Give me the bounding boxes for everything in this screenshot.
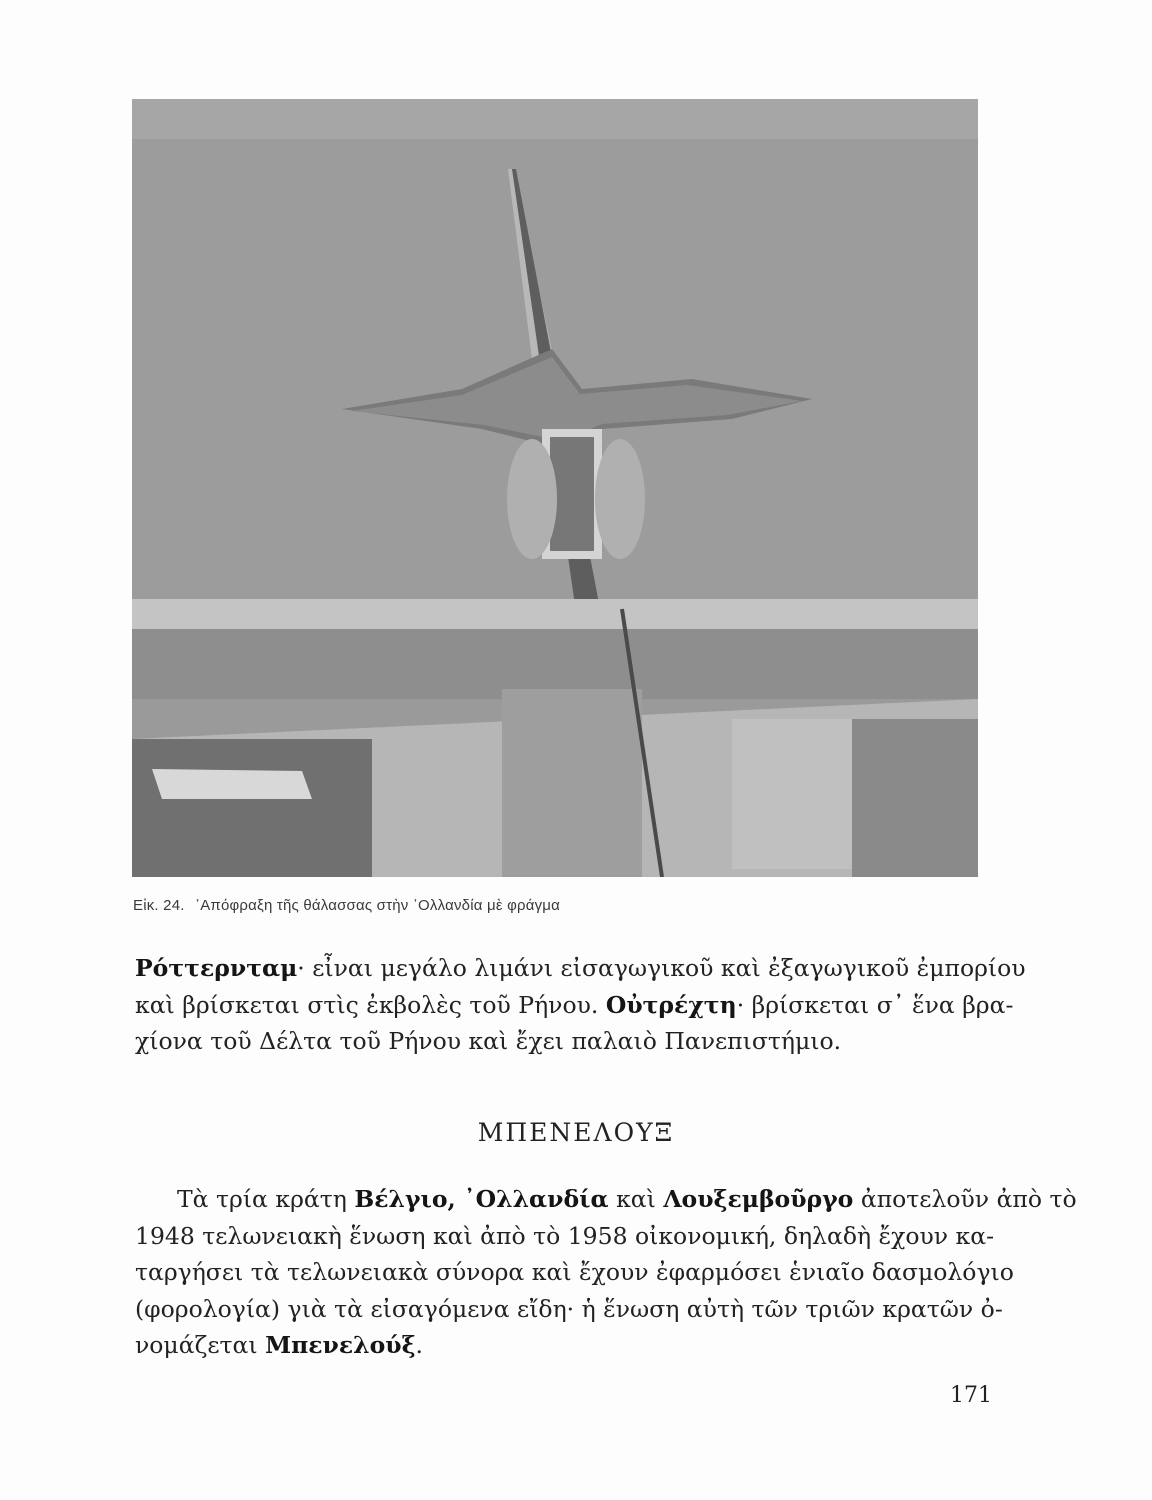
paragraph-line: ταργήσει τὰ τελωνειακὰ σύνορα καὶ ἔχουν ἐφαρμόσει ἑνιαῖο δασμολόγιο bbox=[135, 1258, 1014, 1286]
line-text: ἀποτελοῦν ἀπὸ τὸ bbox=[860, 1185, 1077, 1213]
paragraph-line bbox=[135, 950, 1026, 987]
aerial-dam-illustration bbox=[132, 99, 978, 877]
page-number: 171 bbox=[950, 1383, 992, 1408]
harbour-water bbox=[132, 739, 372, 877]
section-heading: ΜΠΕΝΕΛΟΥΞ bbox=[477, 1118, 675, 1147]
caption-number: Εἰκ. 24. bbox=[133, 897, 185, 914]
term-luxembourg: Λουξεμβοῦργο bbox=[663, 1185, 854, 1213]
paragraph-line bbox=[135, 987, 1014, 1024]
line-text: · εἶναι μεγάλο λιμάνι εἰσαγωγικοῦ καὶ ἐξαγωγικοῦ ἐμπορίου bbox=[297, 954, 1026, 982]
paragraph-line bbox=[135, 1181, 1077, 1218]
paragraph-benelux bbox=[135, 1181, 1077, 1364]
field-area bbox=[852, 719, 978, 877]
buildings-area bbox=[732, 719, 852, 869]
horizon-band bbox=[132, 99, 978, 139]
cross-dam bbox=[132, 599, 978, 629]
paragraph-line: χίονα τοῦ Δέλτα τοῦ Ρήνου καὶ ἔχει παλαιὸ Πανεπιστήμιο. bbox=[135, 1027, 842, 1055]
term-countries: Βέλγιο, ᾿Ολλανδία bbox=[354, 1185, 609, 1213]
term-rotterdam: Ρόττερνταμ bbox=[135, 954, 298, 982]
road-lanes bbox=[502, 689, 642, 877]
line-text: καὶ bbox=[616, 1185, 656, 1213]
caption-text: ᾿Απόφραξη τῆς θάλασσας στὴν ᾿Ολλανδία μὲ φράγμα bbox=[195, 897, 561, 914]
paragraph-line: (φορολογία) γιὰ τὰ εἰσαγόμενα εἴδη· ἡ ἕνωση αὐτὴ τῶν τριῶν κρατῶν ὀ- bbox=[135, 1294, 1003, 1323]
line-text: νομάζεται bbox=[135, 1331, 258, 1359]
line-text: . bbox=[415, 1331, 424, 1359]
inner-water bbox=[132, 629, 978, 699]
line-text: Τὰ τρία κράτη bbox=[177, 1185, 347, 1213]
paragraph-line: 1948 τελωνειακὴ ἕνωση καὶ ἀπὸ τὸ 1958 οἰκονομική, δηλαδὴ ἔχουν κα- bbox=[135, 1221, 995, 1250]
ship bbox=[152, 769, 312, 799]
term-utrecht: Οὐτρέχτη bbox=[605, 990, 737, 1019]
paragraph-line bbox=[135, 1327, 990, 1364]
sluice-basin-left bbox=[507, 439, 557, 559]
aerial-dam-photo bbox=[132, 99, 978, 877]
line-text: καὶ βρίσκεται στὶς ἐκβολὲς τοῦ Ρήνου. bbox=[135, 990, 599, 1019]
line-text: · βρίσκεται σ᾿ ἕνα βρα- bbox=[736, 990, 1014, 1019]
term-benelux: Μπενελούξ bbox=[265, 1331, 416, 1359]
sluice-basin-right bbox=[595, 439, 645, 559]
paragraph-rotterdam-utrecht bbox=[135, 950, 1026, 1060]
figure-caption bbox=[133, 897, 560, 914]
